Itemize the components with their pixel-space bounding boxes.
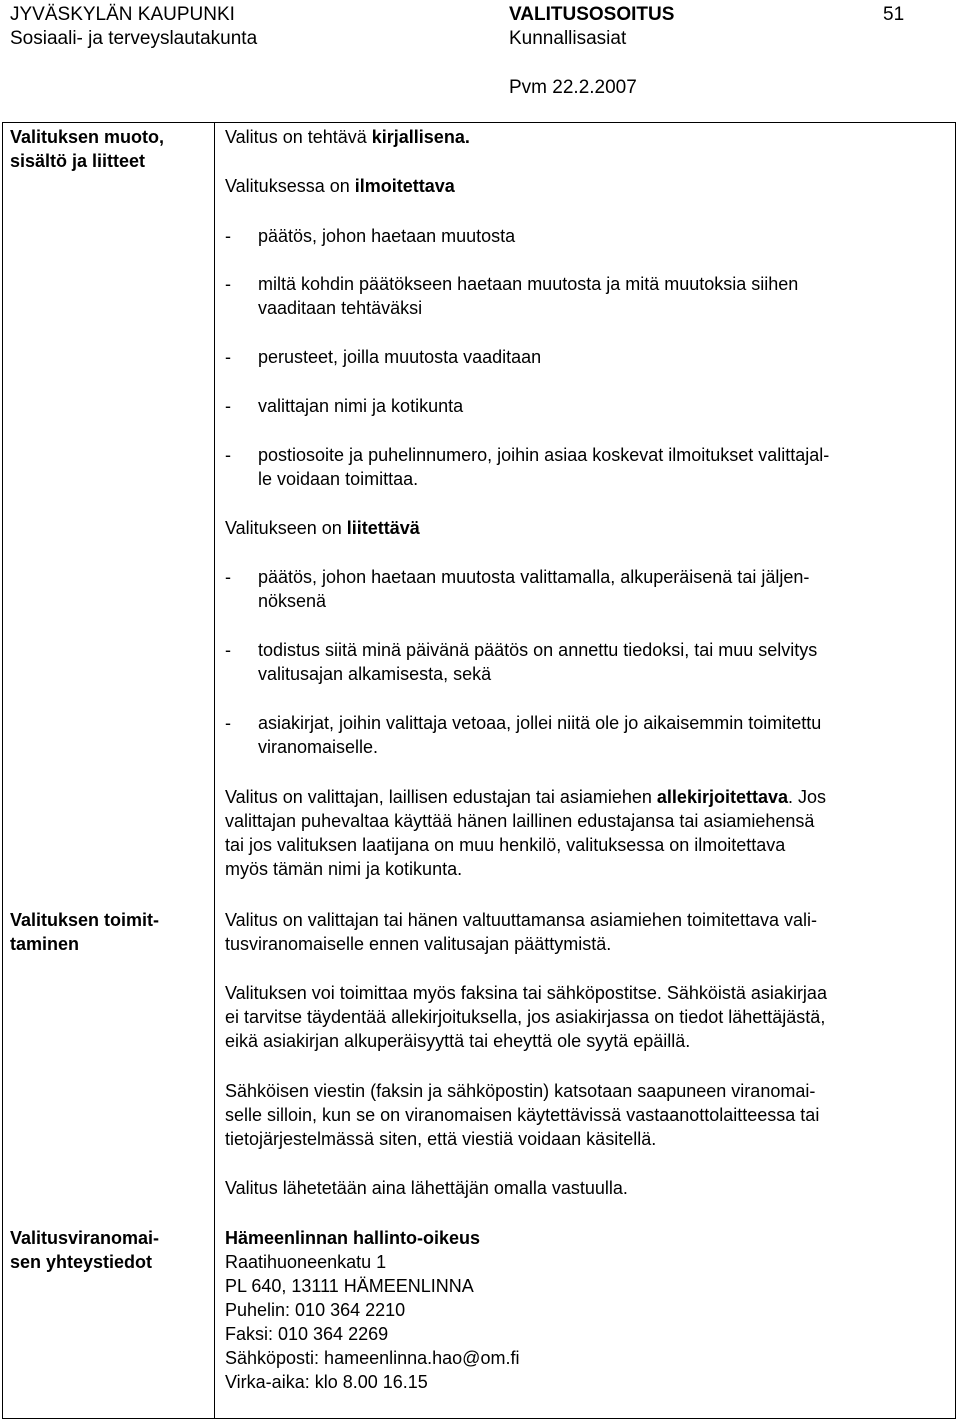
attachment-item-cont: nöksenä	[258, 591, 327, 611]
attachment-item: todistus siitä minä päivänä päätös on annettu tiedoksi, tai muu selvitys	[258, 640, 818, 660]
column-divider	[214, 122, 215, 1419]
section-label-line: Valitusviranomai-	[10, 1228, 160, 1248]
attachment-item: päätös, johon haetaan muutosta valittamalla, alkuperäisenä tai jäljen-	[258, 567, 810, 587]
authority-postal: PL 640, 13111 HÄMEENLINNA	[225, 1276, 474, 1296]
notice-item: perusteet, joilla muutosta vaaditaan	[258, 347, 542, 367]
notice-item-cont: le voidaan toimittaa.	[258, 469, 419, 489]
attachments-heading: Valitukseen on liitettävä	[225, 518, 420, 538]
notice-heading: Valituksessa on ilmoitettava	[225, 176, 455, 196]
bullet-dash: -	[225, 274, 231, 294]
bullet-dash: -	[225, 396, 231, 416]
form-intro: Valitus on tehtävä kirjallisena.	[225, 127, 470, 147]
bullet-dash: -	[225, 567, 231, 587]
notice-item: miltä kohdin päätökseen haetaan muutosta ja mitä muutoksia siihen	[258, 274, 799, 294]
delivery-paragraph: Sähköisen viestin (faksin ja sähköpostin) katsotaan saapuneen viranomai-	[225, 1081, 816, 1101]
attachment-item: asiakirjat, joihin valittaja vetoaa, jollei niitä ole jo aikaisemmin toimitettu	[258, 713, 822, 733]
delivery-paragraph: tusviranomaiselle ennen valitusajan päättymistä.	[225, 934, 612, 954]
notice-item: valittajan nimi ja kotikunta	[258, 396, 464, 416]
bullet-dash: -	[225, 226, 231, 246]
board-name: Sosiaali- ja terveyslautakunta	[10, 28, 258, 49]
content-table	[2, 122, 956, 1419]
section-label-contact	[10, 1226, 208, 1274]
section-label-line: sen yhteystiedot	[10, 1252, 153, 1272]
section-label-line: Valituksen toimit-	[10, 910, 160, 930]
delivery-paragraph: ei tarvitse täydentää allekirjoituksella, jos asiakirjassa on tiedot lähettäjästä,	[225, 1007, 826, 1027]
delivery-paragraph: selle silloin, kun se on viranomaisen käytettävissä vastaanottolaitteessa tai	[225, 1105, 820, 1125]
document-title: VALITUSOSOITUS	[509, 4, 675, 25]
attachment-item-cont: valitusajan alkamisesta, sekä	[258, 664, 492, 684]
delivery-paragraph: Valituksen voi toimittaa myös faksina tai sähköpostitse. Sähköistä asiakirjaa	[225, 983, 827, 1003]
signature-text: Valitus on valittajan, laillisen edustajan tai asiamiehen allekirjoitettava. Jos	[225, 787, 826, 807]
authority-name: Hämeenlinnan hallinto-oikeus	[225, 1228, 481, 1248]
delivery-paragraph: tietojärjestelmässä siten, että viestiä voidaan käsitellä.	[225, 1129, 657, 1149]
bullet-dash: -	[225, 713, 231, 733]
delivery-paragraph: Valitus on valittajan tai hänen valtuuttamansa asiamiehen toimitettava vali-	[225, 910, 817, 930]
section-label-line: taminen	[10, 934, 80, 954]
bullet-dash: -	[225, 347, 231, 367]
bullet-dash: -	[225, 445, 231, 465]
section-label-form	[10, 125, 208, 173]
authority-email: Sähköposti: hameenlinna.hao@om.fi	[225, 1348, 520, 1368]
city-name: JYVÄSKYLÄN KAUPUNKI	[10, 4, 235, 25]
document-date: Pvm 22.2.2007	[509, 77, 637, 98]
signature-text: tai jos valituksen laatijana on muu henkilö, valituksessa on ilmoitettava	[225, 835, 786, 855]
notice-item: päätös, johon haetaan muutosta	[258, 226, 516, 246]
delivery-paragraph: Valitus lähetetään aina lähettäjän omalla vastuulla.	[225, 1178, 628, 1198]
signature-text: valittajan puhevaltaa käyttää hänen laillinen edustajansa tai asiamiehensä	[225, 811, 815, 831]
bullet-dash: -	[225, 640, 231, 660]
authority-street: Raatihuoneenkatu 1	[225, 1252, 387, 1272]
section-label-delivery	[10, 908, 208, 956]
authority-hours: Virka-aika: klo 8.00 16.15	[225, 1372, 428, 1392]
authority-fax: Faksi: 010 364 2269	[225, 1324, 389, 1344]
notice-item: postiosoite ja puhelinnumero, joihin asiaa koskevat ilmoitukset valittajal-	[258, 445, 830, 465]
attachment-item-cont: viranomaiselle.	[258, 737, 379, 757]
section-label-line: sisältö ja liitteet	[10, 151, 146, 171]
authority-phone: Puhelin: 010 364 2210	[225, 1300, 406, 1320]
document-subtitle: Kunnallisasiat	[509, 28, 627, 49]
signature-text: myös tämän nimi ja kotikunta.	[225, 859, 463, 879]
page-number: 51	[883, 4, 905, 25]
notice-item-cont: vaaditaan tehtäväksi	[258, 298, 423, 318]
section-label-line: Valituksen muoto,	[10, 127, 165, 147]
delivery-paragraph: eikä asiakirjan alkuperäisyyttä tai eheyttä ole syytä epäillä.	[225, 1031, 691, 1051]
